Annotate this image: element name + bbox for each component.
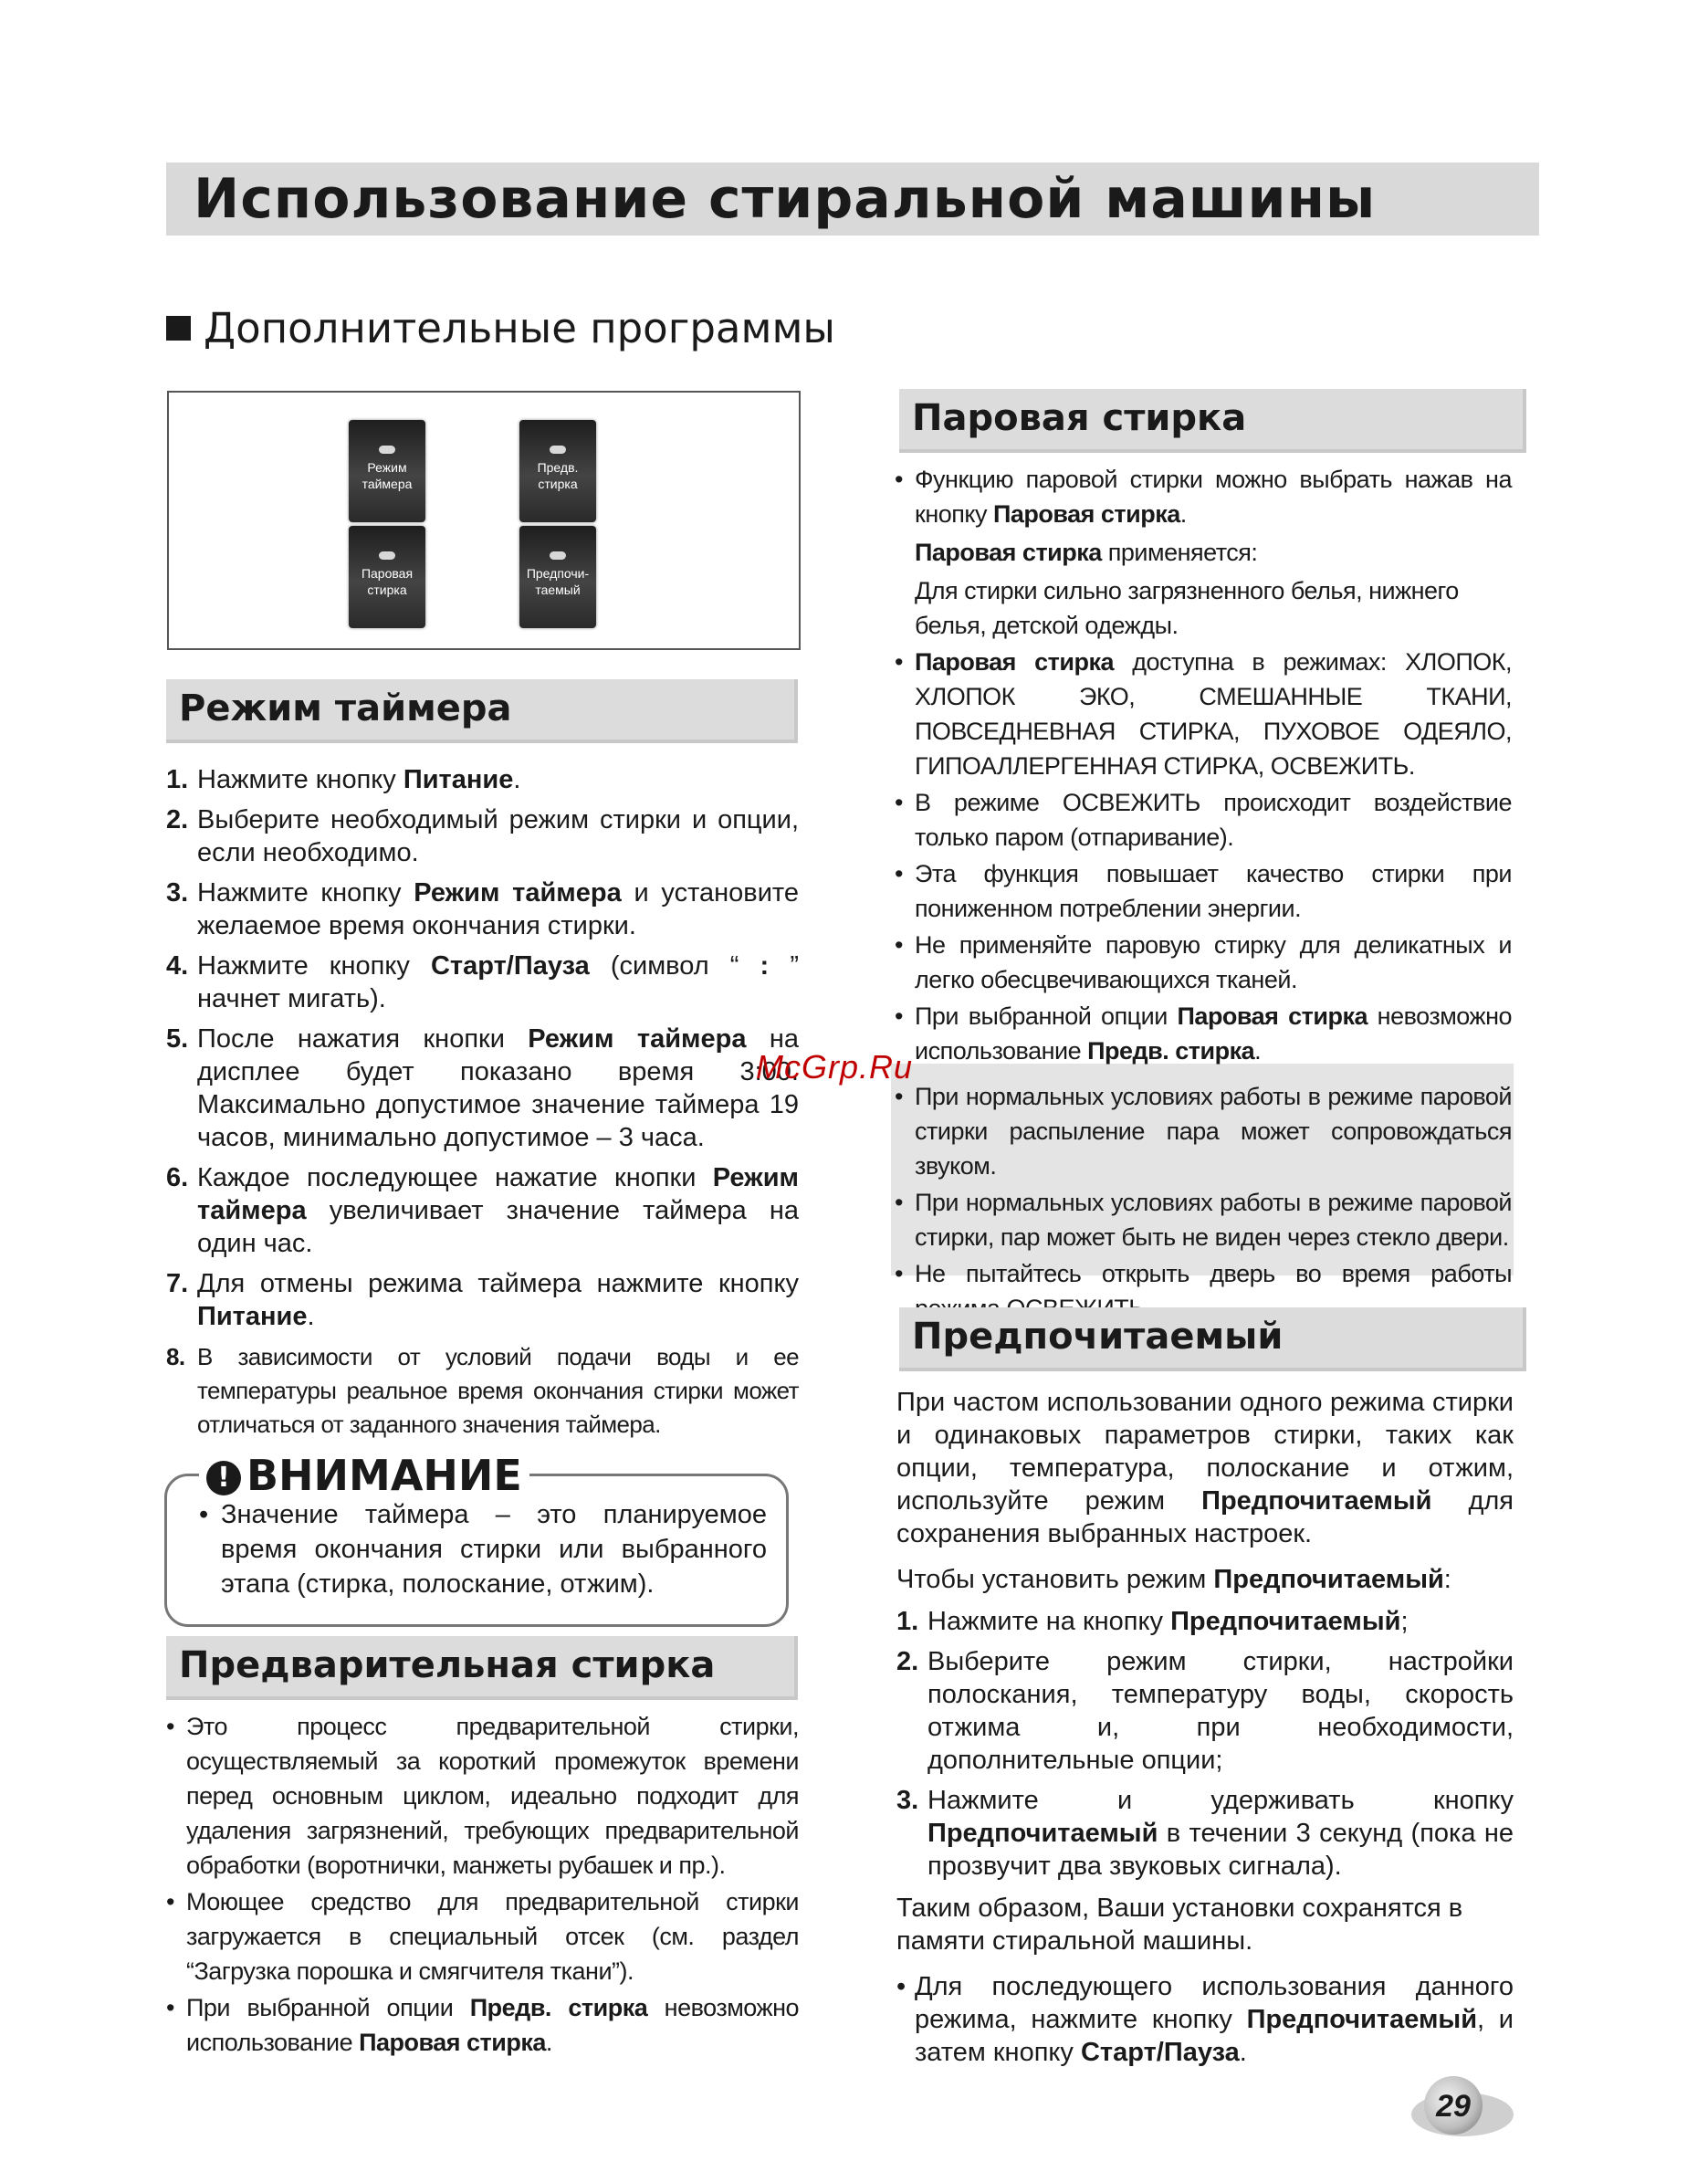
page-number-badge: [1406, 2072, 1515, 2140]
prewash-section-header: [166, 1636, 798, 1700]
timer-section-header: [166, 679, 798, 743]
timer-step: [166, 1023, 799, 1154]
prewash-bullet: [166, 1709, 799, 1883]
prewash-panel-button: [519, 420, 596, 522]
exclamation-icon: !: [206, 1461, 241, 1495]
step-text: Нажмите на кнопку Предпочитаемый;: [927, 1607, 1409, 1636]
steam-note-text: При нормальных условиях работы в режиме паровой стирки распыление пара может сопровождаться звуком.: [915, 1083, 1512, 1180]
bullet-icon: •: [166, 1713, 174, 1740]
timer-panel-button-label: Режим таймера: [362, 460, 413, 491]
favorite-text-block: [896, 1386, 1514, 2069]
step-text: Для отмены режима таймера нажмите кнопку Питание.: [197, 1269, 799, 1331]
steam-bullet-text: Не применяйте паровую стирку для деликатных и легко обесцвечивающихся тканей.: [915, 931, 1512, 993]
steam-bullet: [895, 785, 1512, 855]
step-text: Нажмите кнопку Питание.: [197, 765, 521, 794]
bullet-icon: •: [895, 931, 903, 959]
timer-panel-button: [349, 420, 425, 522]
favorite-after: Таким образом, Ваши установки сохранятся в памяти стиральной машины.: [896, 1894, 1463, 1956]
steam-bullet: [895, 999, 1512, 1068]
steam-bullet: [895, 856, 1512, 926]
step-text: Нажмите и удерживать кнопку Предпочитаемый в течении 3 секунд (пока не прозвучит два звуковых сигнала).: [927, 1786, 1514, 1881]
steam-bullet-text: При выбранной опции Паровая стирка невозможно использование Предв. стирка.: [915, 1002, 1512, 1065]
timer-step: [166, 876, 799, 942]
steam-section-title: Паровая стирка: [912, 397, 1247, 439]
step-number: 6.: [166, 1163, 189, 1192]
step-number: 7.: [166, 1269, 189, 1298]
page-title-bar: [166, 163, 1539, 236]
step-text: Выберите режим стирки, настройки полоскания, температуру воды, скорость отжима и, при необходимости, дополнительные опции;: [927, 1647, 1514, 1775]
bullet-icon: •: [895, 1002, 903, 1030]
bullet-icon: •: [895, 1260, 903, 1287]
prewash-bullet: [166, 1884, 799, 1988]
prewash-section-title: Предварительная стирка: [179, 1644, 716, 1686]
bullet-icon: •: [895, 466, 903, 493]
favorite-intro: При частом использовании одного режима стирки и одинаковых параметров стирки, таких как опции, температура, полоскание и отжим, используйте режим Предпочитаемый для сохранения выбранных настроек.: [896, 1388, 1514, 1548]
favorite-section-title: Предпочитаемый: [912, 1316, 1284, 1358]
step-number: 3.: [166, 878, 189, 908]
section-title: Дополнительные программы: [204, 304, 835, 352]
steam-text-block: [895, 462, 1512, 1326]
warning-title: [199, 1452, 529, 1499]
prewash-bullet: [166, 1990, 799, 2060]
square-bullet-icon: [166, 316, 191, 341]
steam-panel-button-label: Паровая стирка: [361, 566, 414, 597]
step-text: Нажмите кнопку Старт/Пауза (символ “ : ” начнет мигать).: [197, 951, 799, 1013]
timer-step: [166, 803, 799, 869]
timer-section-title: Режим таймера: [179, 687, 512, 729]
favorite-section-header: [899, 1307, 1526, 1371]
prewash-bullet-text: При выбранной опции Предв. стирка невозможно использование Паровая стирка.: [186, 1994, 799, 2056]
favorite-bullet: [896, 1970, 1514, 2069]
favorite-steps-list: [896, 1605, 1514, 1883]
step-number: 2.: [166, 805, 189, 834]
bullet-icon: •: [895, 1083, 903, 1110]
step-number: 2.: [896, 1647, 919, 1676]
steam-bullet-text: Функцию паровой стирки можно выбрать нажав на кнопку Паровая стирка.: [915, 466, 1512, 528]
timer-step: [166, 950, 799, 1015]
bullet-icon: •: [166, 1888, 174, 1915]
steam-section-header: [899, 389, 1526, 453]
step-text: Каждое последующее нажатие кнопки Режим таймера увеличивает значение таймера на один час.: [197, 1163, 799, 1258]
prewash-bullet-text: Моющее средство для предварительной стирки загружается в специальный отсек (см. раздел “Загрузка порошка и смягчителя ткани”).: [186, 1888, 799, 1985]
steam-note: [895, 1079, 1512, 1183]
favorite-bullet-text: Для последующего использования данного режима, нажмите кнопку Предпочитаемый, и затем кнопку Старт/Пауза.: [915, 1972, 1514, 2067]
bullet-icon: •: [895, 789, 903, 816]
warning-title-text: ВНИМАНИЕ: [246, 1451, 522, 1500]
bullet-icon: •: [895, 648, 903, 676]
step-text: После нажатия кнопки Режим таймера на дисплее будет показано время 3:00. Максимально допустимое значение таймера 19 часов, минимально допустимое – 3 часа.: [197, 1024, 799, 1152]
steam-bullet: [895, 462, 1512, 531]
steam-note: [895, 1185, 1512, 1254]
step-number: 3.: [896, 1786, 919, 1815]
led-indicator-icon: [379, 551, 395, 560]
favorite-step: [896, 1645, 1514, 1777]
watermark-text: McGrp.Ru: [756, 1048, 914, 1086]
step-text: В зависимости от условий подачи воды и ее температуры реальное время окончания стирки может отличаться от заданного значения таймера.: [197, 1343, 799, 1438]
favorite-step: [896, 1784, 1514, 1883]
prewash-bullets: [166, 1709, 799, 2062]
led-indicator-icon: [550, 551, 566, 560]
favorite-panel-button-label: Предпочи- таемый: [526, 566, 590, 597]
steam-bullet: [895, 645, 1512, 783]
steam-bullet-text: Паровая стирка доступна в режимах: ХЛОПОК, ХЛОПОК ЭКО, СМЕШАННЫЕ ТКАНИ, ПОВСЕДНЕВНАЯ СТИРКА, ПУХОВОЕ ОДЕЯЛО, ГИПОАЛЛЕРГЕННАЯ СТИРКА, ОСВЕЖИТЬ.: [915, 648, 1513, 780]
bullet-icon: •: [166, 1994, 174, 2021]
favorite-lead: Чтобы установить режим Предпочитаемый:: [896, 1565, 1451, 1594]
led-indicator-icon: [550, 446, 566, 454]
control-panel-illustration: [167, 391, 801, 650]
steam-note-text: Не пытайтесь открыть дверь во время работы: [915, 1260, 1512, 1287]
steam-note-text: При нормальных условиях работы в режиме паровой стирки, пар может быть не виден через стекло двери.: [915, 1189, 1512, 1251]
timer-step: [166, 1267, 799, 1333]
page-title: Использование стиральной машины: [194, 167, 1377, 231]
steam-applies-label: Паровая стирка применяется:: [915, 539, 1258, 566]
steam-bullet-text: Эта функция повышает качество стирки при пониженном потреблении энергии.: [915, 860, 1512, 922]
step-text: Выберите необходимый режим стирки и опции, если необходимо.: [197, 805, 799, 867]
section-heading: [166, 301, 835, 356]
bullet-icon: •: [895, 860, 903, 887]
timer-step: [166, 1340, 799, 1442]
steam-applies-text: Для стирки сильно загрязненного белья, нижнего белья, детской одежды.: [915, 577, 1459, 639]
step-number: 1.: [166, 765, 189, 794]
timer-step: [166, 1161, 799, 1260]
steam-panel-button: [349, 526, 425, 628]
step-number: 8.: [166, 1343, 185, 1370]
prewash-panel-button-label: Предв. стирка: [537, 460, 579, 491]
steam-bullet: [895, 928, 1512, 997]
step-number: 4.: [166, 951, 189, 981]
step-number: 1.: [896, 1607, 919, 1636]
page-number: 29: [1436, 2089, 1471, 2124]
prewash-bullet-text: Это процесс предварительной стирки, осуществляемый за короткий промежуток времени перед основным циклом, идеально подходит для удаления загрязнений, требующих предварительной обработки (воротнички, манжеты рубашек и пр.).: [186, 1713, 799, 1879]
step-number: 5.: [166, 1024, 189, 1054]
bullet-icon: •: [896, 1972, 906, 2001]
bullet-icon: •: [199, 1500, 209, 1529]
favorite-step: [896, 1605, 1514, 1638]
steam-bullet-text: В режиме ОСВЕЖИТЬ происходит воздействие только паром (отпаривание).: [915, 789, 1512, 851]
favorite-panel-button: [519, 526, 596, 628]
timer-step: [166, 763, 799, 796]
step-text: Нажмите кнопку Режим таймера и установите желаемое время окончания стирки.: [197, 878, 799, 940]
bullet-icon: •: [895, 1189, 903, 1216]
led-indicator-icon: [379, 446, 395, 454]
timer-steps-list: [166, 763, 799, 1449]
warning-text-block: [199, 1497, 767, 1601]
warning-text: Значение таймера – это планируемое время окончания стирки или выбранного этапа (стирка, полоскание, отжим).: [221, 1500, 767, 1599]
